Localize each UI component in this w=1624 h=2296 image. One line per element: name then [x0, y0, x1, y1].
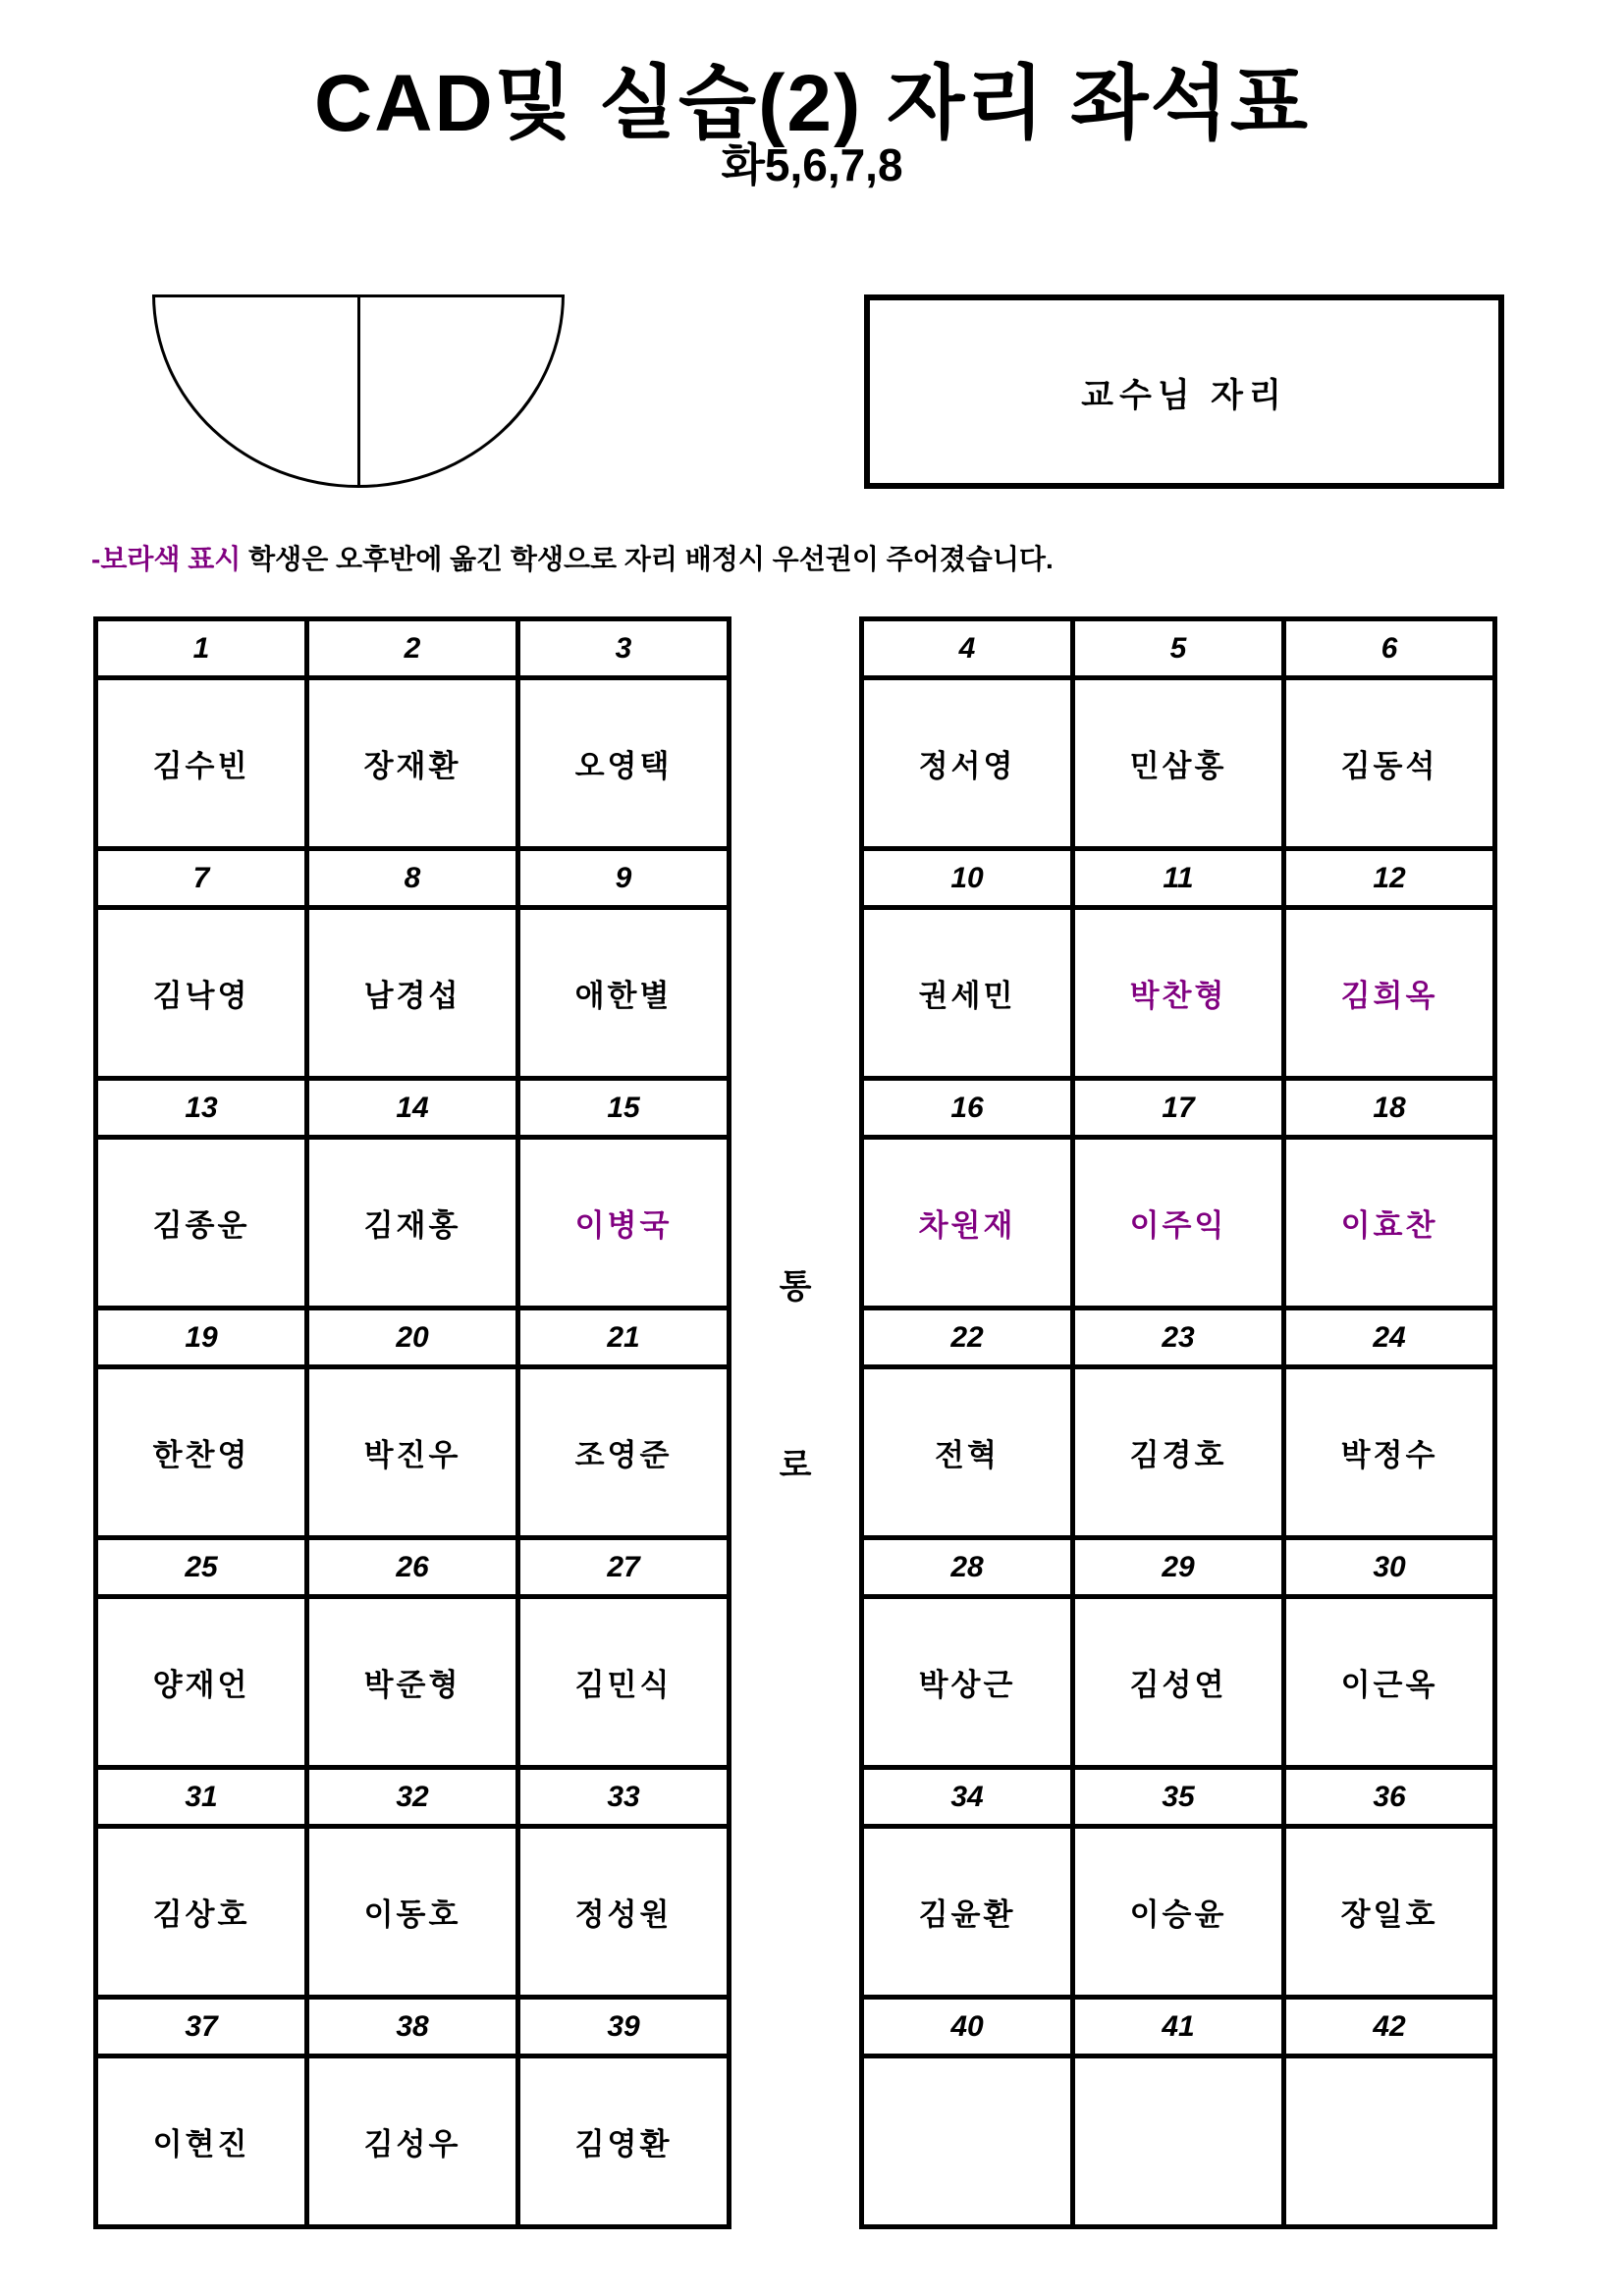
seat-number-18: 18 — [1284, 1079, 1495, 1138]
seat-name-31: 김상호 — [96, 1827, 307, 1998]
seat-number-22: 22 — [862, 1308, 1073, 1367]
seat-number-21: 21 — [518, 1308, 730, 1367]
seat-number-19: 19 — [96, 1308, 307, 1367]
seat-name-10: 권세민 — [862, 908, 1073, 1079]
seat-name-9: 애한별 — [518, 908, 730, 1079]
professor-seat-label: 교수님 자리 — [1081, 376, 1287, 414]
seat-number-37: 37 — [96, 1998, 307, 2056]
seat-name-36: 장일호 — [1284, 1827, 1495, 1998]
seat-number-10: 10 — [862, 849, 1073, 908]
seat-name-2: 장재환 — [307, 678, 518, 849]
seat-number-35: 35 — [1073, 1768, 1284, 1827]
seat-number-29: 29 — [1073, 1538, 1284, 1597]
seat-name-3: 오영택 — [518, 678, 730, 849]
seat-name-16: 차원재 — [862, 1138, 1073, 1308]
seat-name-22: 전혁 — [862, 1367, 1073, 1538]
seat-number-12: 12 — [1284, 849, 1495, 908]
seat-number-26: 26 — [307, 1538, 518, 1597]
seat-name-35: 이승윤 — [1073, 1827, 1284, 1998]
podium-semicircle — [152, 294, 565, 488]
right-block-table — [859, 616, 1497, 2229]
seat-number-4: 4 — [862, 619, 1073, 678]
seat-number-32: 32 — [307, 1768, 518, 1827]
seat-name-27: 김민식 — [518, 1597, 730, 1768]
seat-name-15: 이병국 — [518, 1138, 730, 1308]
seat-name-13: 김종운 — [96, 1138, 307, 1308]
seat-number-39: 39 — [518, 1998, 730, 2056]
seat-number-13: 13 — [96, 1079, 307, 1138]
seat-number-36: 36 — [1284, 1768, 1495, 1827]
seat-name-34: 김윤환 — [862, 1827, 1073, 1998]
aisle-char-top: 통 — [779, 1268, 812, 1306]
page-subtitle: 화5,6,7,8 — [721, 139, 903, 190]
seat-number-23: 23 — [1073, 1308, 1284, 1367]
left-block-table — [93, 616, 731, 2229]
seat-name-29: 김성연 — [1073, 1597, 1284, 1768]
left-seat-block — [93, 616, 731, 2229]
seat-number-28: 28 — [862, 1538, 1073, 1597]
note-body-text: 학생은 오후반에 옮긴 학생으로 자리 배정시 우선권이 주어졌습니다. — [241, 544, 1054, 574]
aisle-char-bottom: 로 — [779, 1447, 812, 1484]
seat-name-7: 김낙영 — [96, 908, 307, 1079]
seat-name-20: 박진우 — [307, 1367, 518, 1538]
seat-number-9: 9 — [518, 849, 730, 908]
seat-number-27: 27 — [518, 1538, 730, 1597]
seat-number-1: 1 — [96, 619, 307, 678]
seat-number-14: 14 — [307, 1079, 518, 1138]
seat-name-39: 김영환 — [518, 2056, 730, 2227]
seat-name-23: 김경호 — [1073, 1367, 1284, 1538]
seat-name-6: 김동석 — [1284, 678, 1495, 849]
seat-name-12: 김희옥 — [1284, 908, 1495, 1079]
seat-number-15: 15 — [518, 1079, 730, 1138]
seat-name-4: 정서영 — [862, 678, 1073, 849]
seat-name-28: 박상근 — [862, 1597, 1073, 1768]
seat-number-30: 30 — [1284, 1538, 1495, 1597]
seat-name-41 — [1073, 2056, 1284, 2227]
seat-number-25: 25 — [96, 1538, 307, 1597]
seat-name-42 — [1284, 2056, 1495, 2227]
seat-number-5: 5 — [1073, 619, 1284, 678]
seat-number-16: 16 — [862, 1079, 1073, 1138]
seat-number-2: 2 — [307, 619, 518, 678]
seat-name-33: 정성원 — [518, 1827, 730, 1998]
seat-number-33: 33 — [518, 1768, 730, 1827]
seat-name-38: 김성우 — [307, 2056, 518, 2227]
seat-number-38: 38 — [307, 1998, 518, 2056]
note-purple-highlight: -보라색 표시 — [91, 544, 242, 574]
seat-name-24: 박정수 — [1284, 1367, 1495, 1538]
priority-note — [91, 538, 1054, 577]
seat-number-40: 40 — [862, 1998, 1073, 2056]
seat-number-17: 17 — [1073, 1079, 1284, 1138]
seat-name-14: 김재홍 — [307, 1138, 518, 1308]
seat-number-11: 11 — [1073, 849, 1284, 908]
professor-seat-box — [864, 294, 1504, 489]
seat-name-25: 양재언 — [96, 1597, 307, 1768]
seat-number-24: 24 — [1284, 1308, 1495, 1367]
seat-name-5: 민삼홍 — [1073, 678, 1284, 849]
seat-name-26: 박준형 — [307, 1597, 518, 1768]
seat-name-17: 이주익 — [1073, 1138, 1284, 1308]
aisle-label — [731, 1259, 859, 1505]
seat-number-3: 3 — [518, 619, 730, 678]
seat-name-8: 남경섭 — [307, 908, 518, 1079]
seat-number-31: 31 — [96, 1768, 307, 1827]
seat-number-20: 20 — [307, 1308, 518, 1367]
seat-name-30: 이근옥 — [1284, 1597, 1495, 1768]
seat-name-21: 조영준 — [518, 1367, 730, 1538]
seat-number-6: 6 — [1284, 619, 1495, 678]
seat-name-1: 김수빈 — [96, 678, 307, 849]
seat-name-18: 이효찬 — [1284, 1138, 1495, 1308]
seat-name-19: 한찬영 — [96, 1367, 307, 1538]
right-seat-block — [859, 616, 1497, 2229]
podium-divider-line — [357, 297, 360, 485]
seat-name-37: 이현진 — [96, 2056, 307, 2227]
seat-name-40 — [862, 2056, 1073, 2227]
seat-number-7: 7 — [96, 849, 307, 908]
page-title: CAD및 실습(2) 자리 좌석표 — [314, 59, 1310, 148]
seat-number-8: 8 — [307, 849, 518, 908]
seat-number-42: 42 — [1284, 1998, 1495, 2056]
seat-name-11: 박찬형 — [1073, 908, 1284, 1079]
seat-number-34: 34 — [862, 1768, 1073, 1827]
seat-number-41: 41 — [1073, 1998, 1284, 2056]
seat-name-32: 이동호 — [307, 1827, 518, 1998]
